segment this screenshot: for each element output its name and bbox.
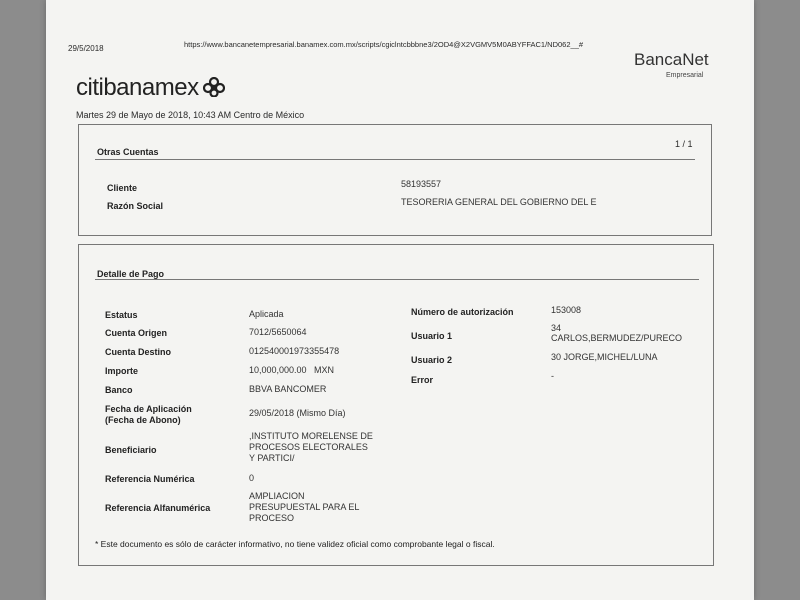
- estatus-value: Aplicada: [249, 309, 284, 319]
- referencia-alfanumerica-value-line1: AMPLIACION: [249, 491, 305, 501]
- razon-social-label: Razón Social: [107, 201, 164, 211]
- estatus-label: Estatus: [105, 310, 138, 320]
- cliente-label: Cliente: [107, 183, 138, 193]
- importe-label: Importe: [105, 366, 139, 376]
- otras-cuentas-title: Otras Cuentas: [97, 147, 159, 157]
- cuenta-destino-label: Cuenta Destino: [105, 347, 172, 357]
- beneficiario-label: Beneficiario: [105, 445, 157, 455]
- otras-cuentas-panel: [78, 124, 712, 236]
- referencia-numerica-label: Referencia Numérica: [105, 474, 195, 484]
- section-divider: [95, 159, 695, 160]
- referencia-numerica-value: 0: [249, 473, 255, 483]
- referencia-alfanumerica-value-line3: PROCESO: [249, 513, 295, 523]
- usuario2-label: Usuario 2: [411, 355, 453, 365]
- cuenta-origen-value: 7012/5650064: [249, 327, 307, 337]
- numero-autorizacion-value: 153008: [551, 305, 582, 315]
- referencia-alfanumerica-label: Referencia Alfanumérica: [105, 503, 211, 513]
- razon-social-value: TESORERIA GENERAL DEL GOBIERNO DEL E: [401, 197, 597, 207]
- usuario1-value-line1: 34: [551, 323, 562, 333]
- beneficiario-value-line3: Y PARTICI/: [249, 453, 295, 463]
- fecha-abono-label: (Fecha de Abono): [105, 415, 181, 425]
- print-date: 29/5/2018: [68, 44, 104, 53]
- bancanet-brand: BancaNet: [634, 50, 709, 69]
- print-url: https://www.bancanetempresarial.banamex.com.mx/scripts/cgiclntcbbbne3/2OD4@X2VGMV5M0ABYFFAC1/ND062__#: [184, 40, 584, 49]
- citibanamex-logo: [76, 74, 225, 102]
- bancanet-sub: Empresarial: [666, 72, 704, 79]
- logo-text: citibanamex: [76, 74, 199, 101]
- importe-value: 10,000,000.00 MXN: [249, 365, 335, 375]
- detalle-pago-title: Detalle de Pago: [97, 269, 165, 279]
- beneficiario-value-line2: PROCESOS ELECTORALES: [249, 442, 368, 452]
- numero-autorizacion-label: Número de autorización: [411, 307, 514, 317]
- cuenta-destino-value: 012540001973355478: [249, 346, 340, 356]
- referencia-alfanumerica-value-line2: PRESUPUESTAL PARA EL: [249, 502, 360, 512]
- cliente-value: 58193557: [401, 179, 442, 189]
- section-divider: [95, 279, 699, 280]
- usuario1-label: Usuario 1: [411, 331, 453, 341]
- banamex-flower-icon: [203, 77, 225, 97]
- banco-label: Banco: [105, 385, 133, 395]
- error-value: -: [551, 371, 554, 381]
- timestamp: Martes 29 de Mayo de 2018, 10:43 AM Centro de México: [76, 110, 305, 120]
- page-indicator: 1 / 1: [675, 139, 693, 149]
- disclaimer-note: * Este documento es sólo de carácter informativo, no tiene validez oficial como comprobante legal o fiscal.: [95, 539, 495, 549]
- beneficiario-value-line1: ,INSTITUTO MORELENSE DE: [249, 431, 373, 441]
- usuario1-value-line2: CARLOS,BERMUDEZ/PURECO: [551, 333, 683, 343]
- error-label: Error: [411, 375, 434, 385]
- banco-value: BBVA BANCOMER: [249, 384, 327, 394]
- detalle-pago-panel: [78, 244, 714, 566]
- printed-page: [46, 0, 754, 600]
- fecha-aplicacion-value: 29/05/2018 (Mismo Día): [249, 408, 346, 418]
- usuario2-value: 30 JORGE,MICHEL/LUNA: [551, 352, 658, 362]
- fecha-aplicacion-label: Fecha de Aplicación: [105, 404, 192, 414]
- cuenta-origen-label: Cuenta Origen: [105, 328, 168, 338]
